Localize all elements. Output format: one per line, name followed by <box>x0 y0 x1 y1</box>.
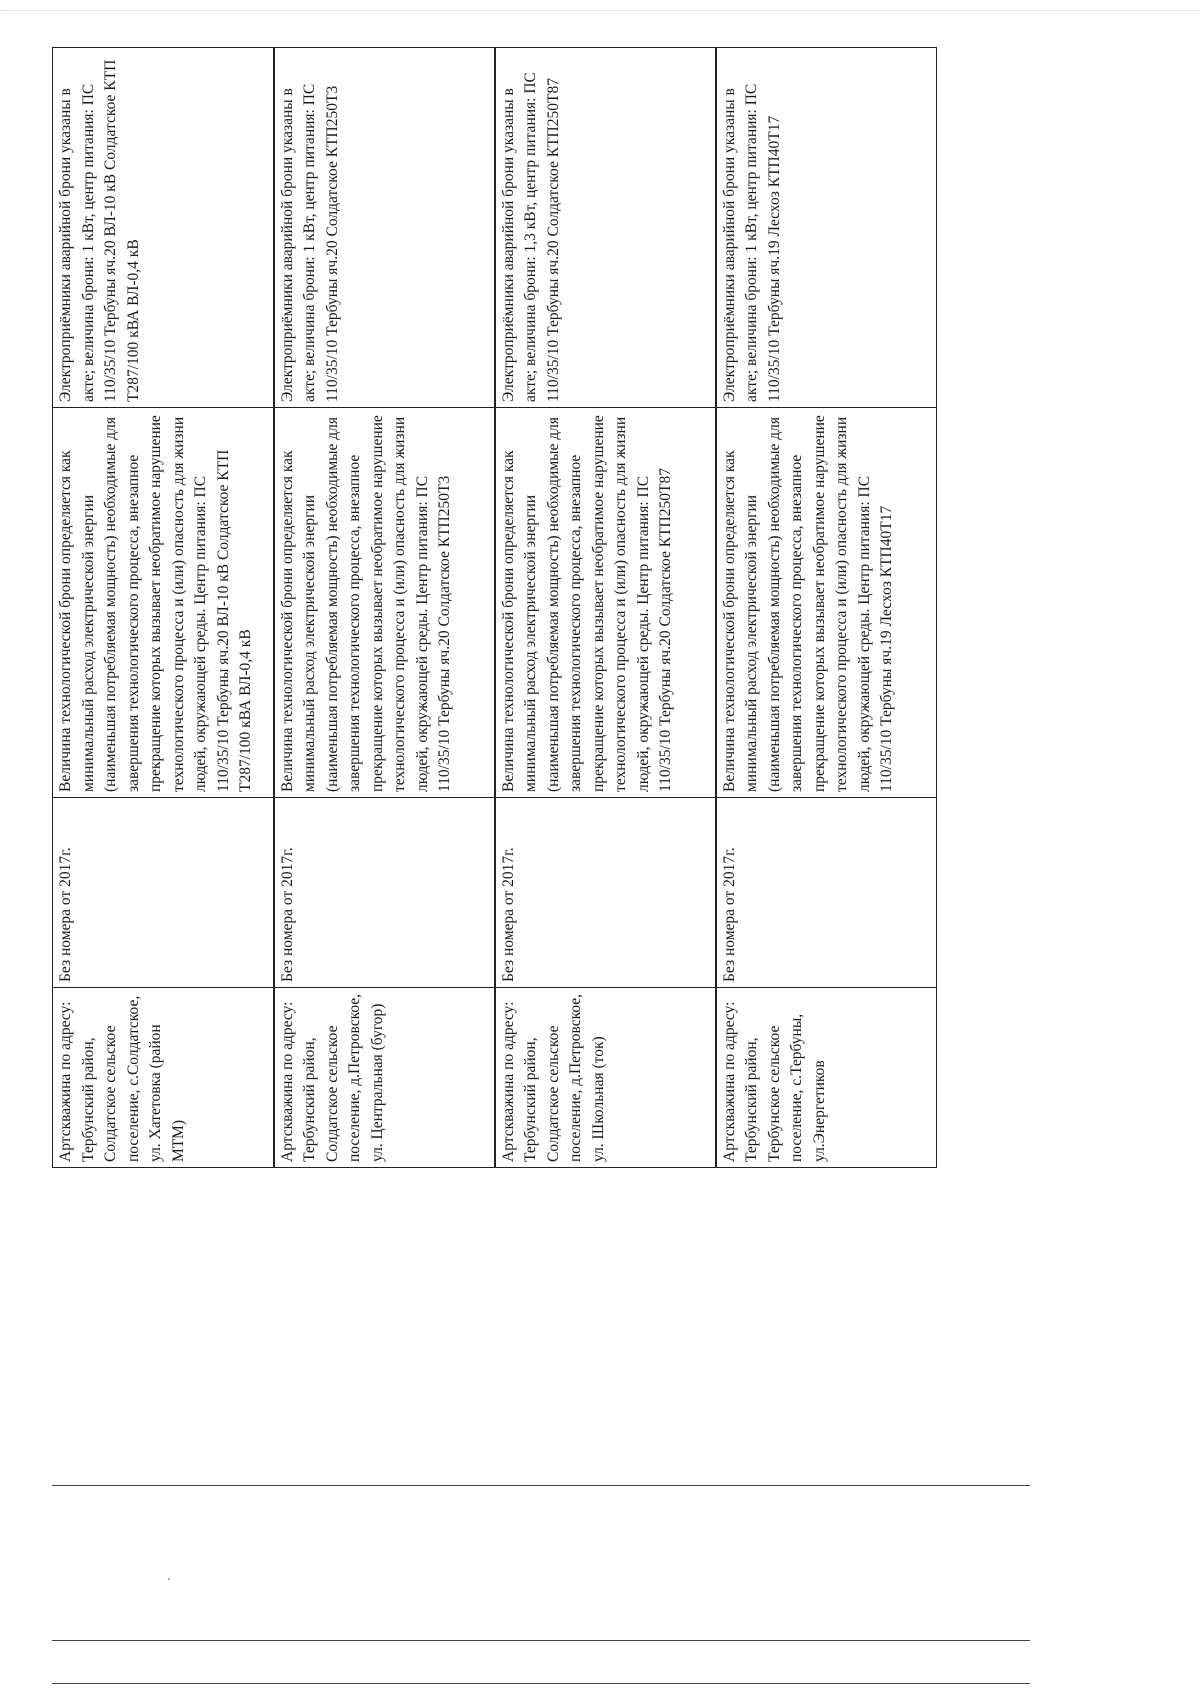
horizontal-rule <box>52 1683 1030 1684</box>
rotated-table <box>52 48 1032 1168</box>
act-cell: Без номера от 2017г. <box>716 798 937 988</box>
emergency-reserve-cell: Электроприёмники аварийной брони указаны в акте; величина брони: 1,3 кВт, центр питания: ПС 110/35/10 Тербуны яч.20 Солдатское КТП250Т87 <box>495 48 716 408</box>
act-cell: Без номера от 2017г. <box>274 798 495 988</box>
scan-speck <box>168 1578 170 1580</box>
scan-edge-line <box>0 10 1200 11</box>
tech-reserve-cell: Величина технологической брони определяется как минимальный расход электрической энергии (наименьшая потребляемая мощность) необходимые для завершения технологического процесса, внезапное прекращение которых вызывает необратимое нарушение технологического процесса и (или) опасность для жизни людей, окружающей среды. Центр питания: ПС 110/35/10 Тербуны яч.20 Солдатское КТП250Т87 <box>495 408 716 798</box>
emergency-reserve-cell: Электроприёмники аварийной брони указаны в акте; величина брони: 1 кВт, центр питания: ПС 110/35/10 Тербуны яч.20 Солдатское КТП250Т3 <box>274 48 495 408</box>
table-row <box>716 48 937 1168</box>
table-row <box>495 48 716 1168</box>
reservation-table <box>52 47 937 1168</box>
object-cell: Артскважина по адресу: Тербунский район, Солдатское сельское поселение, д.Петровское, ул. Школьная (ток) <box>495 988 716 1168</box>
tech-reserve-cell: Величина технологической брони определяется как минимальный расход электрической энергии (наименьшая потребляемая мощность) необходимые для завершения технологического процесса, внезапное прекращение которых вызывает необратимое нарушение технологического процесса и (или) опасность для жизни людей, окружающей среды. Центр питания: ПС 110/35/10 Тербуны яч.20 Солдатское КТП250Т3 <box>274 408 495 798</box>
table-row <box>274 48 495 1168</box>
object-cell: Артскважина по адресу: Тербунский район, Тербунское сельское поселение, с.Тербуны, ул.Энергетиков <box>716 988 937 1168</box>
tech-reserve-cell: Величина технологической брони определяется как минимальный расход электрической энергии (наименьшая потребляемая мощность) необходимые для завершения технологического процесса, внезапное прекращение которых вызывает необратимое нарушение технологического процесса и (или) опасность для жизни людей, окружающей среды. Центр питания: ПС 110/35/10 Тербуны яч.19 Лесхоз КТП40Т17 <box>716 408 937 798</box>
horizontal-rule <box>52 1485 1030 1486</box>
object-cell: Артскважина по адресу: Тербунский район, Солдатское сельское поселение, с.Солдатское, ул. Хатетовка (район МТМ) <box>53 988 274 1168</box>
act-cell: Без номера от 2017г. <box>53 798 274 988</box>
tech-reserve-cell: Величина технологической брони определяется как минимальный расход электрической энергии (наименьшая потребляемая мощность) необходимые для завершения технологического процесса, внезапное прекращение которых вызывает необратимое нарушение технологического процесса и (или) опасность для жизни людей, окружающей среды. Центр питания: ПС 110/35/10 Тербуны яч.20 ВЛ-10 кВ Солдатское КТП Т287/100 кВА ВЛ-0,4 кВ <box>53 408 274 798</box>
object-cell: Артскважина по адресу: Тербунский район, Солдатское сельское поселение, д.Петровское, ул. Центральная (бугор) <box>274 988 495 1168</box>
emergency-reserve-cell: Электроприёмники аварийной брони указаны в акте; величина брони: 1 кВт, центр питания: ПС 110/35/10 Тербуны яч.19 Лесхоз КТП40Т17 <box>716 48 937 408</box>
horizontal-rule <box>52 1640 1030 1641</box>
emergency-reserve-cell: Электроприёмники аварийной брони указаны в акте; величина брони: 1 кВт, центр питания: ПС 110/35/10 Тербуны яч.20 ВЛ-10 кВ Солдатское КТП Т287/100 кВА ВЛ-0,4 кВ <box>53 48 274 408</box>
table-row <box>53 48 274 1168</box>
act-cell: Без номера от 2017г. <box>495 798 716 988</box>
rotated-table-area <box>52 48 1032 1168</box>
